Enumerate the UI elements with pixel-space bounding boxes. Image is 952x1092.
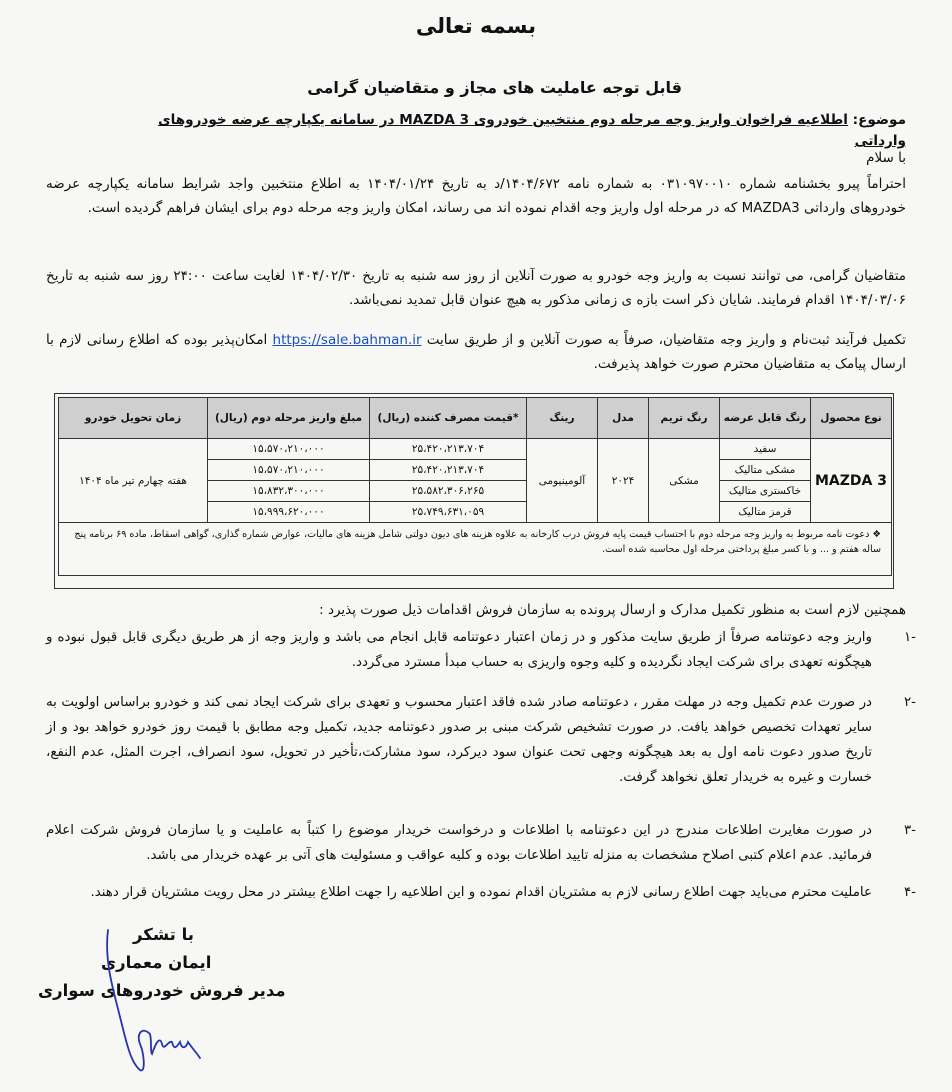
- cell-price: ۲۵،۴۲۰،۲۱۳،۷۰۴: [370, 460, 527, 481]
- item-number: -۲: [903, 695, 916, 710]
- cell-deposit: ۱۵،۵۷۰،۲۱۰،۰۰۰: [208, 439, 370, 460]
- header-delivery: زمان تحویل خودرو: [59, 398, 208, 439]
- cell-color: سفید: [720, 439, 811, 460]
- greeting: قابل توجه عاملیت های مجاز و متقاضیان گرامی: [307, 78, 682, 97]
- list-item: [46, 690, 916, 790]
- cell-rim: آلومینیومی: [527, 439, 598, 523]
- table-row: [59, 439, 892, 460]
- header-deposit: مبلغ واریز مرحله دوم (ریال): [208, 398, 370, 439]
- cell-color: مشکی متالیک: [720, 460, 811, 481]
- list-item: [46, 818, 916, 868]
- item-text: در صورت عدم تکمیل وجه در مهلت مقرر ، دعوتنامه صادر شده فاقد اعتبار محسوب و تعهدی برای شرکت ایجاد نمی کند و خودرو براساس اولویت به سایر تعهدات تخصیص خواهد یافت. در صورت تشخیص شرکت مبنی بر صدور دعوتنامه جدید، تکمیل وجه مطابق با قیمت روز خودرو خواهد بود و از تاریخ صدور دعوت نامه اول به بعد هیچگونه وجهی تحت عنوان سود دیرکرد، سود مشارکت،تأخیر در تحویل، سود انصراف، اجرت المثل، عدم النفع، خسارت و غیره به خریدار تعلق نخواهد گرفت.: [46, 695, 872, 785]
- item-text: در صورت مغایرت اطلاعات مندرج در این دعوتنامه با اطلاعات و درخواست خریدار موضوع را کتباً به عاملیت و یا سازمان فروش شرکت اعلام فرمائید. عدم اعلام کتبی اصلاح مشخصات به منزله تایید اطلاعات بوده و کلیه عواقب و مسئولیت های آتی بر عهده خریدار می باشد.: [46, 823, 872, 863]
- paragraph-3-text: تکمیل فرآیند ثبت‌نام و واریز وجه متقاضیان، صرفاً به صورت آنلاین و از طریق سایت: [426, 332, 906, 348]
- table-note-row: [59, 523, 892, 576]
- list-item: [46, 880, 916, 905]
- subject-line1: اطلاعیه فراخوان واریز وجه مرحله دوم منتخبین خودروی MAZDA 3 در سامانه یکپارچه عرضه خودروهای: [158, 112, 848, 128]
- price-table: [58, 397, 892, 576]
- cell-price: ۲۵،۵۸۲،۳۰۶،۲۶۵: [370, 481, 527, 502]
- item-text: واریز وجه دعوتنامه صرفاً از طریق سایت مذکور و در زمان اعتبار دعوتنامه قابل انجام می باشد و واریز وجه از هر طریق دیگری قابل قبول نبوده و هیچگونه تعهدی برای شرکت ایجاد نگردیده و کلیه وجوه واریزی به حساب مبدأ مسترد می‌گردد.: [46, 630, 872, 670]
- cell-trim: مشکی: [649, 439, 720, 523]
- items-intro: همچنین لازم است به منظور تکمیل مدارک و ارسال پرونده به سازمان فروش اقدامات ذیل صورت پذیرد :: [319, 602, 906, 618]
- closing-thanks: با تشکر: [133, 925, 194, 944]
- cell-deposit: ۱۵،۵۷۰،۲۱۰،۰۰۰: [208, 460, 370, 481]
- subject-line2: وارداتی: [854, 133, 906, 149]
- page-title: بسمه تعالی: [415, 14, 537, 38]
- cell-price: ۲۵،۷۴۹،۶۳۱،۰۵۹: [370, 502, 527, 523]
- header-rim: رینگ: [527, 398, 598, 439]
- item-text: عاملیت محترم می‌باید جهت اطلاع رسانی لازم به مشتریان اقدام نموده و این اطلاعیه را جهت اطلاع بیشتر در محل رویت مشتریان قرار دهند.: [90, 885, 872, 900]
- cell-color: خاکستری متالیک: [720, 481, 811, 502]
- sale-website-link[interactable]: https://sale.bahman.ir: [272, 332, 422, 348]
- item-number: -۳: [903, 823, 916, 838]
- item-number: -۴: [903, 885, 916, 900]
- cell-color: قرمز متالیک: [720, 502, 811, 523]
- cell-delivery: هفته چهارم تیر ماه ۱۴۰۴: [59, 439, 208, 523]
- header-trim: رنگ تریم: [649, 398, 720, 439]
- closing-position: مدیر فروش خودروهای سواری: [38, 981, 286, 1000]
- paragraph-3: [46, 328, 906, 376]
- cell-deposit: ۱۵،۹۹۹،۶۲۰،۰۰۰: [208, 502, 370, 523]
- table-note: ❖ دعوت نامه مربوط به واریز وجه مرحله دوم با احتساب قیمت پایه فروش درب کارخانه به علاوه هزینه های دیون دولتی شامل هزینه های مالیات، عوارض شماره گذاری، گواهی اسقاط، ماده ۶۹ برنامه پنج ساله هفتم و ... و با کسر مبلغ پرداختی مرحله اول محاسبه شده است.: [59, 523, 892, 576]
- cell-deposit: ۱۵،۸۳۲،۳۰۰،۰۰۰: [208, 481, 370, 502]
- header-model: مدل: [598, 398, 649, 439]
- subject-label: موضوع:: [852, 112, 906, 128]
- cell-product: MAZDA 3: [811, 439, 892, 523]
- item-number: -۱: [903, 630, 916, 645]
- header-price: *قیمت مصرف کننده (ریال): [370, 398, 527, 439]
- paragraph-2: متقاضیان گرامی، می توانند نسبت به واریز وجه خودرو به صورت آنلاین از روز سه شنبه به تاریخ ۱۴۰۴/۰۲/۳۰ لغایت ساعت ۲۴:۰۰ روز سه شنبه به تاریخ ۱۴۰۴/۰۳/۰۶ اقدام فرمایند. شایان ذکر است بازه ی زمانی مذکور به هیچ عنوان قابل تمدید نمی‌باشد.: [46, 268, 907, 308]
- closing-name: ایمان معماری: [101, 953, 212, 972]
- cell-model: ۲۰۲۴: [598, 439, 649, 523]
- handwritten-signature: [100, 922, 240, 1082]
- header-color: رنگ قابل عرضه: [720, 398, 811, 439]
- salutation: با سلام: [866, 150, 906, 166]
- header-product: نوع محصول: [811, 398, 892, 439]
- paragraph-3-text2: امکان‌پذیر بوده که اطلاع رسانی لازم با ارسال پیامک به متقاضیان محترم صورت خواهد پذیرفت.: [46, 332, 906, 372]
- cell-price: ۲۵،۴۲۰،۲۱۳،۷۰۴: [370, 439, 527, 460]
- list-item: [46, 625, 916, 675]
- table-header-row: [59, 398, 892, 439]
- paragraph-1: احتراماً پیرو بخشنامه شماره ۰۳۱۰۹۷۰۰۱۰ به شماره نامه ۱۴۰۴/۶۷۲/د به تاریخ ۱۴۰۴/۰۱/۲۴ به اطلاع منتخبین واجد شرایط سامانه یکپارچه عرضه خودروهای وارداتی MAZDA3 که در مرحله اول واریز وجه اقدام نموده اند می رساند، امکان واریز وجه مرحله دوم برای ایشان فراهم گردیده است.: [46, 176, 907, 216]
